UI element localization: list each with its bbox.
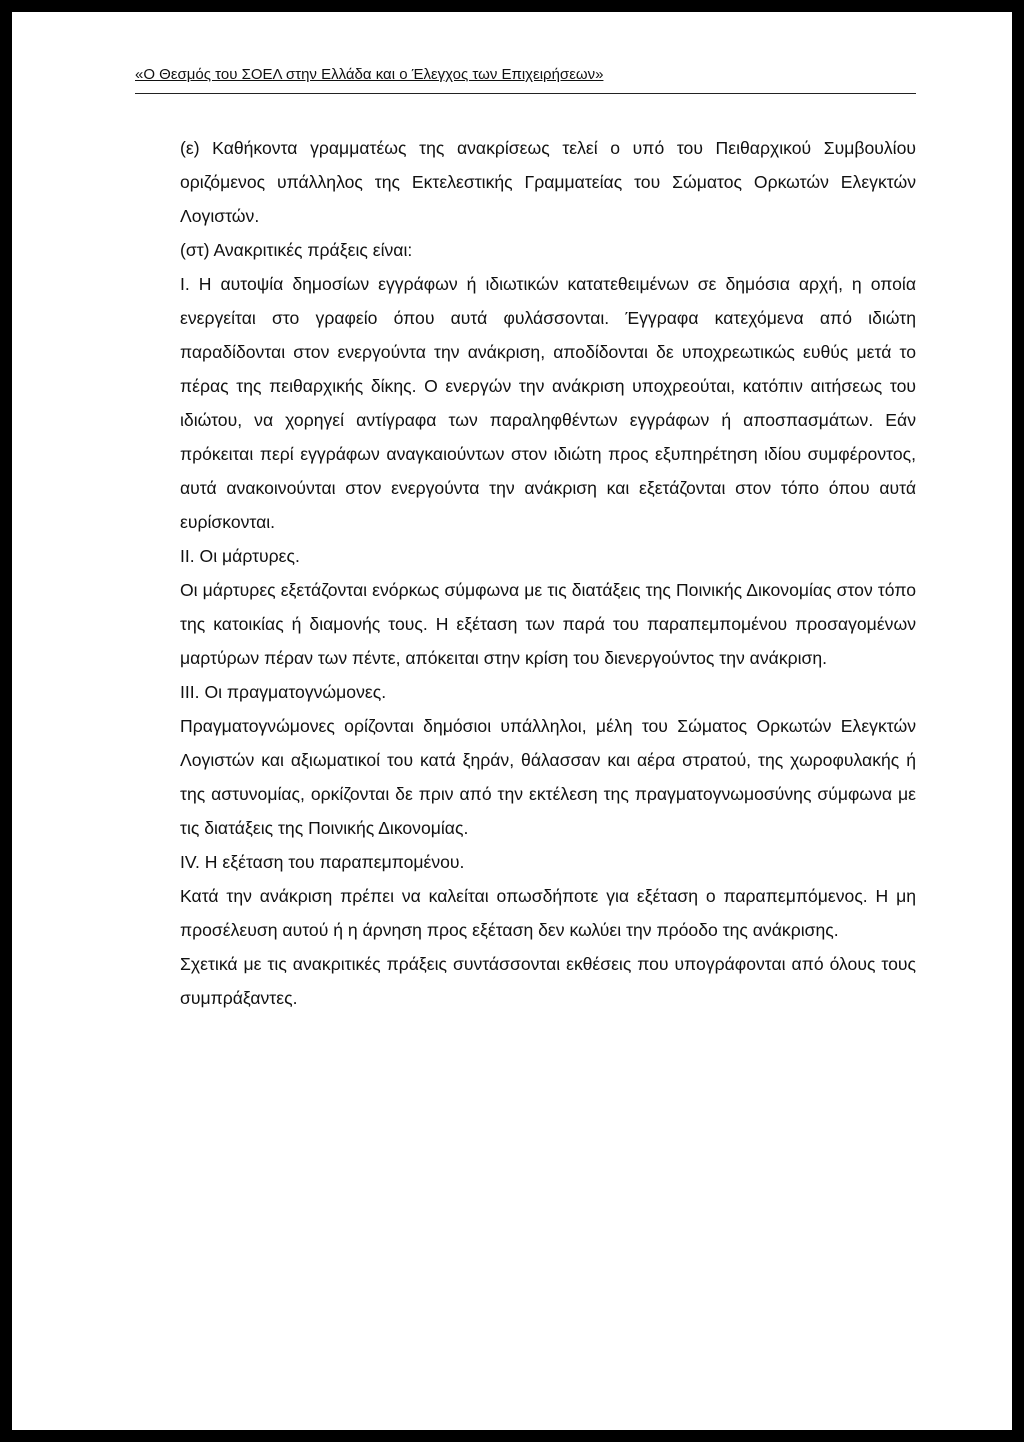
paragraph-experts: Πραγματογνώμονες ορίζονται δημόσιοι υπάλληλοι, μέλη του Σώματος Ορκωτών Ελεγκτών Λογιστών και αξιωματικοί του κατά ξηράν, θάλασσαν και αέρα στρατού, της χωροφυλακής ή της αστυνομίας, ορκίζονται δε πριν από την εκτέλεση της πραγματογνωμοσύνης σύμφωνα με τις διατάξεις της Ποινικής Δικονομίας. (180, 716, 916, 838)
running-title: «Ο Θεσμός του ΣΟΕΛ στην Ελλάδα και ο Έλεγχος των Επιχειρήσεων» (135, 66, 604, 83)
paragraph-e: (ε) Καθήκοντα γραμματέως της ανακρίσεως τελεί ο υπό του Πειθαρχικού Συμβουλίου οριζόμενος υπάλληλος της Εκτελεστικής Γραμματείας του Σώματος Ορκωτών Ελεγκτών Λογιστών. (180, 138, 916, 226)
header-rule (135, 93, 916, 94)
heading-examination: ΙV. Η εξέταση του παραπεμπομένου. (180, 852, 465, 872)
heading-witnesses: ΙΙ. Οι μάρτυρες. (180, 546, 300, 566)
paragraph-i: Ι. Η αυτοψία δημοσίων εγγράφων ή ιδιωτικών κατατεθειμένων σε δημόσια αρχή, η οποία ενεργείται στο γραφείο όπου αυτά φυλάσσονται. Έγγραφα κατεχόμενα από ιδιώτη παραδίδονται στον ενεργούντα την ανάκριση, αποδίδονται δε υποχρεωτικώς ευθύς μετά το πέρας της πειθαρχικής δίκης. Ο ενεργών την ανάκριση υποχρεούται, κατόπιν αιτήσεως του ιδιώτου, να χορηγεί αντίγραφα των παραληφθέντων εγγράφων ή αποσπασμάτων. Εάν πρόκειται περί εγγράφων αναγκαιούντων στον ιδιώτη προς εξυπηρέτηση ιδίου συμφέροντος, αυτά ανακοινούνται στον ενεργούντα την ανάκριση και εξετάζονται στον τόπο όπου αυτά ευρίσκονται. (180, 274, 916, 532)
paragraph-reports: Σχετικά με τις ανακριτικές πράξεις συντάσσονται εκθέσεις που υπογράφονται από όλους τους συμπράξαντες. (180, 954, 916, 1008)
document-page (12, 12, 1012, 1430)
paragraph-st: (στ) Ανακριτικές πράξεις είναι: (180, 240, 413, 260)
body-text (180, 131, 916, 1015)
paragraph-examination: Κατά την ανάκριση πρέπει να καλείται οπωσδήποτε για εξέταση ο παραπεμπόμενος. Η μη προσέλευση αυτού ή η άρνηση προς εξέταση δεν κωλύει την πρόοδο της ανάκρισης. (180, 886, 916, 940)
heading-experts: ΙΙΙ. Οι πραγματογνώμονες. (180, 682, 387, 702)
paragraph-witnesses: Οι μάρτυρες εξετάζονται ενόρκως σύμφωνα με τις διατάξεις της Ποινικής Δικονομίας στον τόπο της κατοικίας ή διαμονής τους. Η εξέταση των παρά του παραπεμπομένου προσαγομένων μαρτύρων πέραν των πέντε, απόκειται στην κρίση του διενεργούντος την ανάκριση. (180, 580, 916, 668)
running-header (135, 64, 915, 86)
